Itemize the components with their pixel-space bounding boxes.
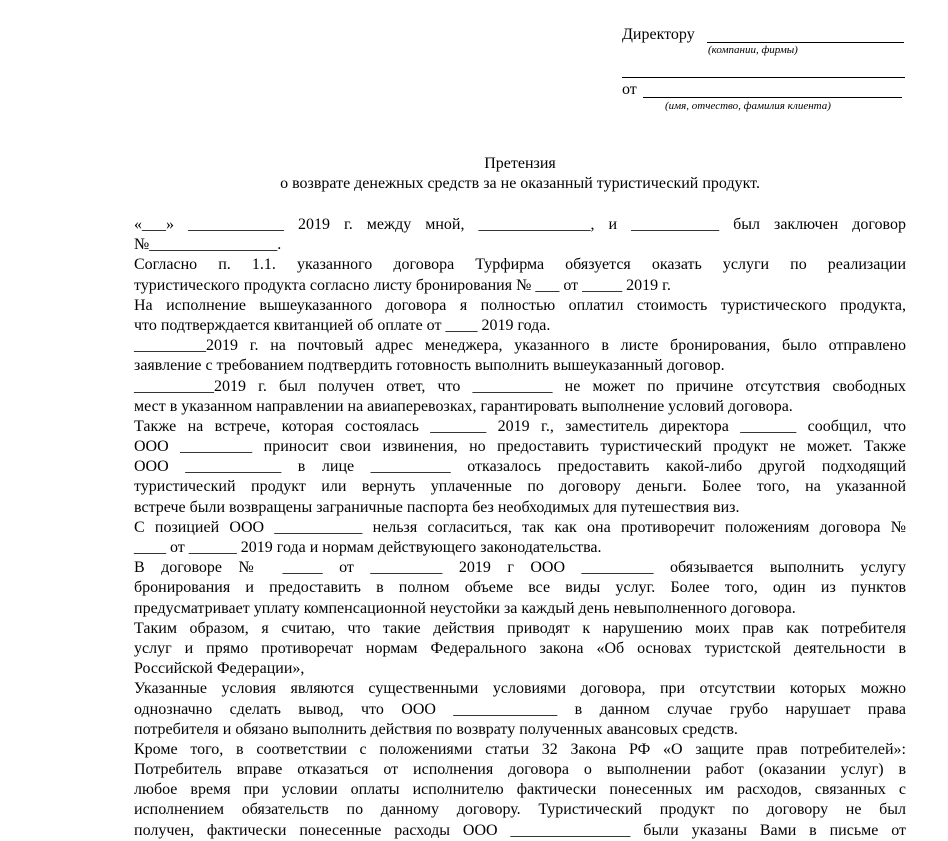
from-label: от — [622, 81, 637, 98]
body-line: __________2019 г. был получен ответ, что __________ не может по причине отсутствия свободных — [134, 377, 906, 395]
body-line: туристический продукт или вернуть уплаченные по договору деньги. Более того, на указанной — [134, 478, 906, 496]
company-hint: (компании, фирмы) — [708, 44, 798, 56]
body-line: Согласно п. 1.1. указанного договора Турфирма обязуется оказать услуги по реализации — [134, 256, 906, 274]
body-line: получен, фактически понесенные расходы ООО _______________ были указаны Вами в письме от — [134, 821, 906, 839]
body-line: ООО ____________ в лице __________ отказалось предоставить какой-либо другой подходящий — [134, 458, 906, 476]
body-line: заявление с требованием подтвердить готовность выполнить вышеуказанный договор. — [134, 357, 725, 375]
body-line: Таким образом, я считаю, что такие действия приводят к нарушению моих прав как потребителя — [134, 619, 906, 637]
body-line: предусматривает уплату компенсационной неустойки за каждый день невыполненного договора. — [134, 599, 796, 617]
addressee-label: Директору — [622, 26, 695, 43]
claim-body — [134, 215, 906, 841]
body-line: потребителя и обязано выполнить действия по возврату полученных авансовых средств. — [134, 720, 738, 738]
document-subtitle: о возврате денежных средств за не оказанный туристический продукт. — [280, 175, 760, 192]
body-line: №________________. — [134, 236, 282, 254]
body-line: С позицией ООО ___________ нельзя согласиться, так как она противоречит положениям договора № — [134, 518, 906, 536]
body-line: Российской Федерации», — [134, 660, 305, 678]
body-line: Потребитель вправе отказаться от исполнения договора о выполнении работ (оказании услуг) в — [134, 761, 906, 779]
addressee-second-blank-line — [622, 77, 905, 78]
body-line: Кроме того, в соответствии с положениями статьи 32 Закона РФ «О защите прав потребителей»: — [134, 740, 906, 758]
body-line: однозначно сделать вывод, что ООО _____________ в данном случае грубо нарушает права — [134, 700, 906, 718]
addressee-blank-line — [707, 42, 904, 43]
sender-blank-line — [643, 97, 902, 98]
body-line: На исполнение вышеуказанного договора я полностью оплатил стоимость туристического продукта, — [134, 296, 906, 314]
document-title: Претензия — [484, 155, 556, 172]
body-line: В договоре № _____ от _________ 2019 г ООО _________ обязывается выполнить услугу — [134, 559, 906, 577]
body-line: ООО _________ приносит свои извинения, но предоставить туристический продукт не может. Также — [134, 438, 906, 456]
body-line: что подтверждается квитанцией об оплате от ____ 2019 года. — [134, 316, 551, 334]
client-hint: (имя, отчество, фамилия клиента) — [665, 100, 831, 112]
body-line: исполнением обязательств по данному договору. Туристический продукт по договору не был — [134, 801, 906, 819]
body-line: Указанные условия являются существенными условиями договора, при отсутствии которых можно — [134, 680, 906, 698]
body-line: «___» ____________ 2019 г. между мной, ______________, и ___________ был заключен договор — [134, 216, 906, 233]
body-line: Также на встрече, которая состоялась _______ 2019 г., заместитель директора _______ сообщил, что — [134, 417, 906, 435]
body-line: встрече были возвращены заграничные паспорта без необходимых для путешествия виз. — [134, 498, 740, 516]
body-line: ____ от ______ 2019 года и нормам действующего законодательства. — [134, 539, 602, 556]
body-line: _________2019 г. на почтовый адрес менеджера, указанного в листе бронирования, было отправлено — [134, 337, 906, 355]
body-line: бронирования и предоставить в полном объеме все виды услуг. Более того, один из пунктов — [134, 579, 906, 597]
body-line: услуг и прямо противоречат нормам Федерального закона «Об основах туристской деятельности в — [134, 639, 906, 657]
body-line: мест в указанном направлении на авиаперевозках, гарантировать выполнение условий договора. — [134, 397, 793, 415]
body-line: туристического продукта согласно листу бронирования № ___ от _____ 2019 г. — [134, 276, 671, 294]
body-line: любое время при условии оплаты исполнителю фактически понесенных им расходов, связанных с — [134, 781, 906, 799]
